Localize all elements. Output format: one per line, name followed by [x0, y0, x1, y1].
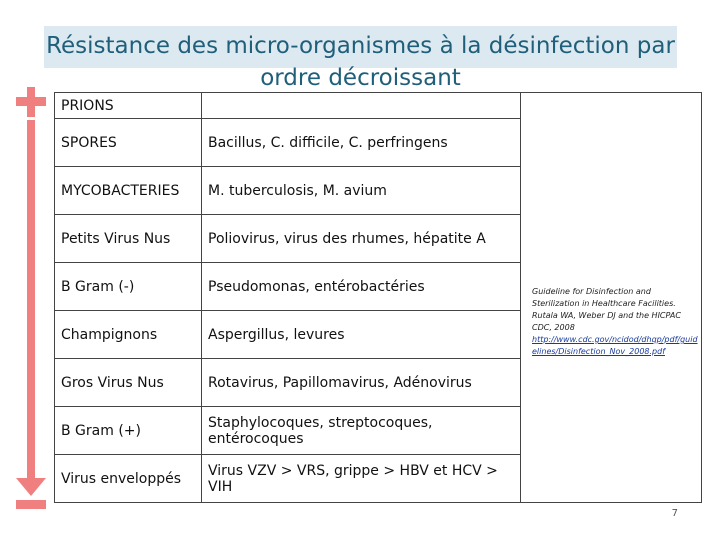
reference-cell	[521, 167, 702, 215]
category-cell: B Gram (+)	[55, 407, 202, 455]
examples-cell: M. tuberculosis, M. avium	[202, 167, 521, 215]
category-cell: Virus enveloppés	[55, 455, 202, 503]
category-cell: Gros Virus Nus	[55, 359, 202, 407]
table-row	[55, 407, 702, 455]
reference-cell	[521, 215, 702, 263]
category-cell: MYCOBACTERIES	[55, 167, 202, 215]
arrow-head	[16, 478, 46, 496]
reference-link[interactable]: http://www.cdc.gov/ncidod/dhqp/pdf/guidelines/Disinfection_Nov_2008.pdf	[532, 335, 698, 356]
examples-cell: Staphylocoques, streptocoques, entérocoques	[202, 407, 521, 455]
reference-text: Guideline for Disinfection and Sterilization in Healthcare Facilities. Rutala WA, Weber DJ and the HICPAC CDC, 2008	[532, 287, 681, 332]
table-row	[55, 359, 702, 407]
category-cell: Champignons	[55, 311, 202, 359]
examples-cell: Rotavirus, Papillomavirus, Adénovirus	[202, 359, 521, 407]
reference-cell	[521, 93, 702, 119]
examples-cell: Pseudomonas, entérobactéries	[202, 263, 521, 311]
reference-cell	[521, 407, 702, 455]
reference-note	[532, 286, 700, 358]
table-row	[55, 455, 702, 503]
table-row	[55, 93, 702, 119]
arrow-shaft	[27, 120, 35, 482]
plus-icon	[16, 87, 46, 117]
reference-cell	[521, 119, 702, 167]
table-row	[55, 215, 702, 263]
category-cell: B Gram (-)	[55, 263, 202, 311]
category-cell: PRIONS	[55, 93, 202, 119]
examples-cell: Poliovirus, virus des rhumes, hépatite A	[202, 215, 521, 263]
table-row	[55, 119, 702, 167]
reference-cell	[521, 455, 702, 503]
examples-cell: Virus VZV > VRS, grippe > HBV et HCV > VIH	[202, 455, 521, 503]
minus-icon	[16, 500, 46, 509]
category-cell: Petits Virus Nus	[55, 215, 202, 263]
examples-cell: Bacillus, C. difficile, C. perfringens	[202, 119, 521, 167]
category-cell: SPORES	[55, 119, 202, 167]
slide-title: Résistance des micro-organismes à la désinfection par ordre décroissant	[46, 33, 675, 91]
page-number: 7	[671, 508, 678, 519]
examples-cell	[202, 93, 521, 119]
table-row	[55, 167, 702, 215]
reference-cell	[521, 359, 702, 407]
examples-cell: Aspergillus, levures	[202, 311, 521, 359]
resistance-arrow	[0, 0, 60, 540]
